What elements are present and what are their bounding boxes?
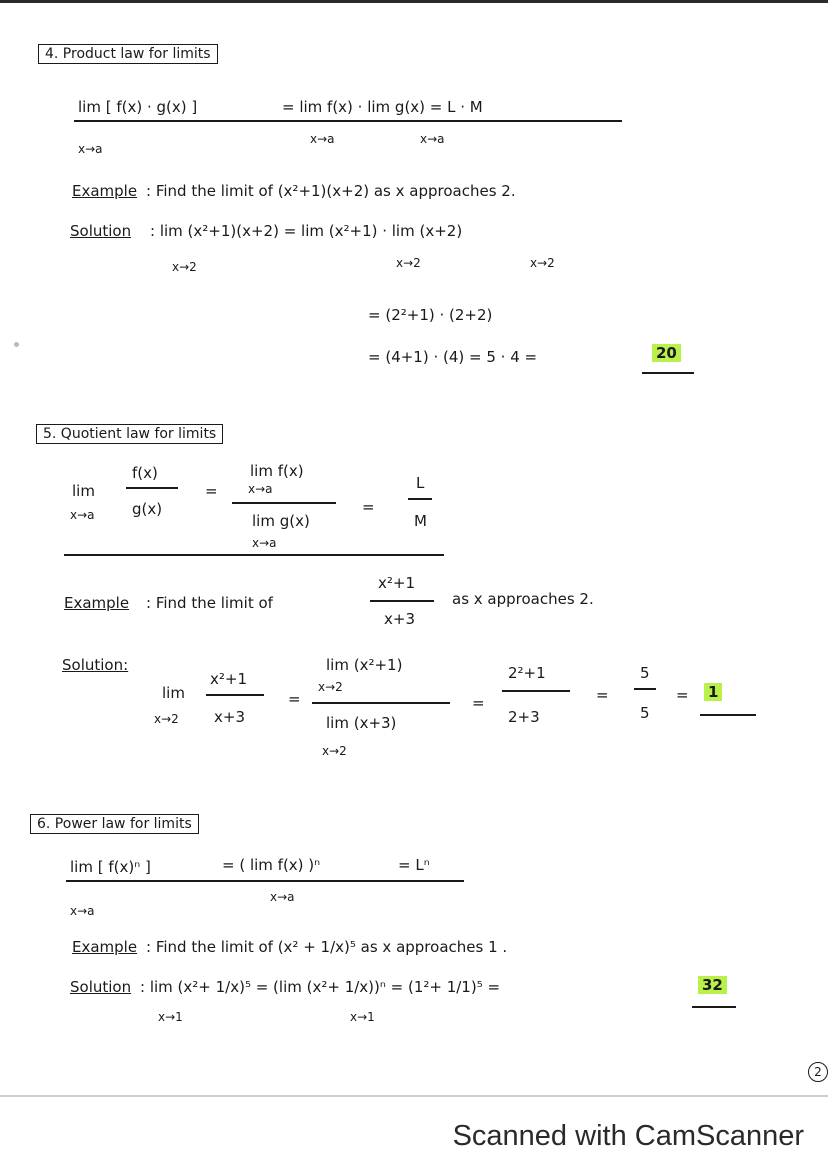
product-law-rhs: = lim f(x) · lim g(x) = L · M [282, 98, 483, 116]
solution-4-label: Solution [70, 222, 132, 240]
solution-5-eq-2: = [472, 694, 485, 712]
quotient-eq-1: = [205, 482, 218, 500]
power-law-underline [66, 880, 464, 882]
solution-5-lim-den: lim (x+3) [326, 714, 397, 732]
quotient-law-underline [64, 554, 444, 556]
page-top-edge [0, 0, 828, 3]
example-5-num: x²+1 [378, 574, 416, 592]
solution-6-answer: 32 [698, 976, 727, 994]
solution-4-line1: : lim (x²+1)(x+2) = lim (x²+1) · lim (x+2) [150, 222, 463, 240]
solution-6-line: : lim (x²+ 1/x)⁵ = (lim (x²+ 1/x))ⁿ = (1²+ 1/1)⁵ = [140, 978, 501, 996]
section-5-title: 5. Quotient law for limits [36, 424, 223, 444]
section-6-title: 6. Power law for limits [30, 814, 199, 834]
solution-4-sub-3: x→2 [530, 256, 555, 270]
example-5-frac-bar [370, 600, 434, 602]
solution-5-frac-bar-1 [206, 694, 264, 696]
solution-5-frac-den: 5 [640, 704, 650, 722]
example-4-text: : Find the limit of (x²+1)(x+2) as x approaches 2. [146, 182, 516, 200]
solution-5-lim: lim [162, 684, 185, 702]
solution-5-lim-num-sub: x→2 [318, 680, 343, 694]
quotient-den: g(x) [132, 500, 163, 518]
quotient-LM-bar [408, 498, 432, 500]
product-law-subscript-1: x→a [78, 142, 103, 156]
answer-6-underline [692, 1006, 736, 1008]
quotient-rden: lim g(x) [252, 512, 310, 530]
quotient-lim-sub: x→a [70, 508, 95, 522]
solution-5-frac-num: 5 [640, 664, 650, 682]
example-4-label: Example [72, 182, 138, 200]
quotient-rhs-frac-bar [232, 502, 336, 504]
quotient-rnum: lim f(x) [250, 462, 304, 480]
solution-5-eq-3: = [596, 686, 609, 704]
solution-4-step2: = (2²+1) · (2+2) [368, 306, 493, 324]
solution-5-den: x+3 [214, 708, 245, 726]
solution-4-sub-1: x→2 [172, 260, 197, 274]
solution-4-answer: 20 [652, 344, 681, 362]
example-5-den: x+3 [384, 610, 415, 628]
example-5-tail: as x approaches 2. [452, 590, 594, 608]
solution-5-label: Solution: [62, 656, 129, 674]
power-law-rhs: = Lⁿ [398, 856, 430, 874]
solution-5-num: x²+1 [210, 670, 248, 688]
solution-5-eq-1: = [288, 690, 301, 708]
example-5-text: : Find the limit of [146, 594, 273, 612]
power-law-mid: = ( lim f(x) )ⁿ [222, 856, 321, 874]
solution-6-sub-2: x→1 [350, 1010, 375, 1024]
solution-6-label: Solution [70, 978, 132, 996]
bottom-divider [0, 1095, 828, 1097]
quotient-rnum-sub: x→a [248, 482, 273, 496]
solution-5-val-den: 2+3 [508, 708, 540, 726]
quotient-num: f(x) [132, 464, 158, 482]
solution-6-sub-1: x→1 [158, 1010, 183, 1024]
solution-5-frac-bar-3 [502, 690, 570, 692]
solution-5-val-num: 2²+1 [508, 664, 546, 682]
power-law-sub-1: x→a [70, 904, 95, 918]
solution-4-step3: = (4+1) · (4) = 5 · 4 = [368, 348, 538, 366]
solution-5-lim-sub: x→2 [154, 712, 179, 726]
answer-4-underline [642, 372, 694, 374]
camscanner-footer: Scanned with CamScanner [452, 1120, 804, 1152]
example-6-text: : Find the limit of (x² + 1/x)⁵ as x approaches 1 . [146, 938, 508, 956]
power-law-lhs: lim [ f(x)ⁿ ] [70, 858, 151, 876]
quotient-frac-bar [126, 487, 178, 489]
solution-5-eq-4: = [676, 686, 689, 704]
solution-4-sub-2: x→2 [396, 256, 421, 270]
solution-5-lim-num: lim (x²+1) [326, 656, 403, 674]
product-law-subscript-2: x→a [310, 132, 335, 146]
answer-5-underline [700, 714, 756, 716]
solution-5-frac-bar-4 [634, 688, 656, 690]
solution-5-answer: 1 [704, 683, 722, 701]
solution-5-frac-bar-2 [312, 702, 450, 704]
quotient-eq-2: = [362, 498, 375, 516]
solution-5-lim-den-sub: x→2 [322, 744, 347, 758]
quotient-rden-sub: x→a [252, 536, 277, 550]
power-law-sub-2: x→a [270, 890, 295, 904]
section-4-title: 4. Product law for limits [38, 44, 218, 64]
quotient-L: L [416, 474, 425, 492]
scan-speck [14, 342, 19, 347]
page-number-badge: 2 [808, 1062, 828, 1082]
example-6-label: Example [72, 938, 138, 956]
quotient-lim: lim [72, 482, 95, 500]
product-law-underline [74, 120, 622, 122]
product-law-lhs: lim [ f(x) · g(x) ] [78, 98, 198, 116]
product-law-subscript-3: x→a [420, 132, 445, 146]
example-5-label: Example [64, 594, 130, 612]
quotient-M: M [414, 512, 427, 530]
